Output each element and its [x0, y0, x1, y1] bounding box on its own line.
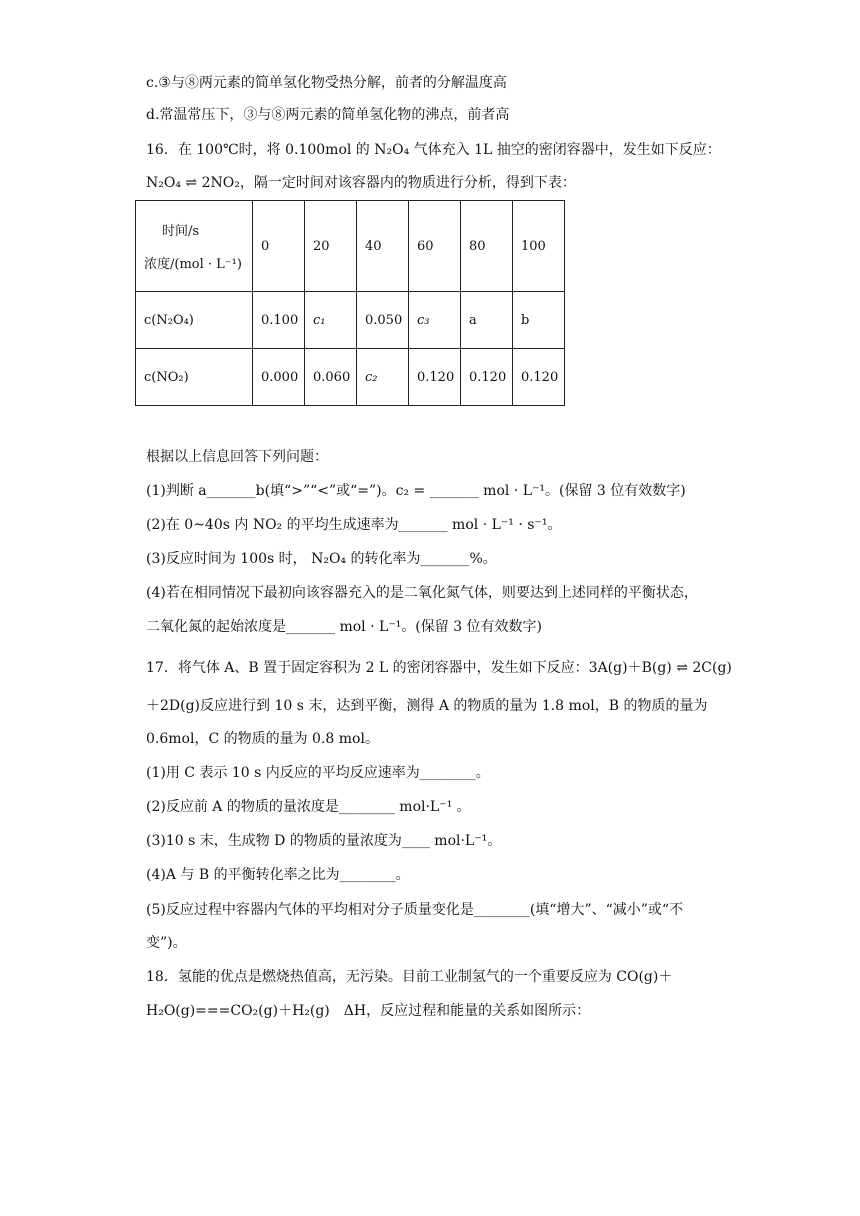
table-cell: 0.120 — [409, 349, 461, 406]
row-label-n2o4: c(N₂O₄) — [136, 292, 253, 349]
row-label-no2: c(NO₂) — [136, 349, 253, 406]
q18-stem: 18．氢能的优点是燃烧热值高，无污染。目前工业制氢气的一个重要反应为 CO(g)＋ — [146, 969, 673, 985]
q16-stem: 16．在 100℃时，将 0.100mol 的 N₂O₄ 气体充入 1L 抽空的密闭容器中，发生如下反应： — [146, 142, 721, 158]
q17-stem-end: 0.6mol，C 的物质的量为 0.8 mol。 — [146, 731, 379, 747]
table-cell: 0.120 — [513, 349, 565, 406]
q16-prompt: 根据以上信息回答下列问题： — [146, 449, 328, 465]
q17-stem-cont: ＋2D(g)反应进行到 10 s 末，达到平衡，测得 A 的物质的量为 1.8 mol，B 的物质的量为 — [146, 698, 708, 714]
table-cell: a — [461, 292, 513, 349]
q16-part3: (3)反应时间为 100s 时， N₂O₄ 的转化率为_______%。 — [146, 551, 497, 567]
table-row — [136, 349, 565, 406]
q17-part1: (1)用 C 表示 10 s 内反应的平均反应速率为________。 — [146, 765, 490, 781]
table-cell: b — [513, 292, 565, 349]
time-cell: 20 — [305, 201, 357, 292]
table-row — [136, 292, 565, 349]
table-cell: c₂ — [357, 349, 409, 406]
concentration-table — [135, 200, 565, 406]
time-cell: 60 — [409, 201, 461, 292]
table-header-row — [136, 201, 565, 292]
time-cell: 40 — [357, 201, 409, 292]
option-c: c.③与⑧两元素的简单氢化物受热分解，前者的分解温度高 — [146, 75, 507, 91]
table-cell: 0.000 — [253, 349, 305, 406]
q18-equation: H₂O(g)===CO₂(g)＋H₂(g) ΔH，反应过程和能量的关系如图所示： — [146, 1003, 591, 1019]
q17-part4: (4)A 与 B 的平衡转化率之比为________。 — [146, 867, 410, 883]
time-header: 时间/s — [162, 224, 200, 239]
q17-part3: (3)10 s 末，生成物 D 的物质的量浓度为____ mol·L⁻¹。 — [146, 833, 502, 849]
q16-equation: N₂O₄ ⇌ 2NO₂，隔一定时间对该容器内的物质进行分析，得到下表： — [146, 175, 576, 191]
q17-part5-cont: 变”)。 — [146, 935, 187, 951]
table-cell: 0.100 — [253, 292, 305, 349]
table-cell: 0.060 — [305, 349, 357, 406]
q16-part4-cont: 二氧化氮的起始浓度是_______ mol · L⁻¹。(保留 3 位有效数字) — [146, 619, 543, 635]
q16-part1: (1)判断 a_______b(填“>”“<”或“=”)。c₂ = _______ mol · L⁻¹。(保留 3 位有效数字) — [146, 483, 686, 499]
time-cell: 0 — [253, 201, 305, 292]
concentration-header: 浓度/(mol · L⁻¹) — [144, 257, 242, 272]
q16-part4: (4)若在相同情况下最初向该容器充入的是二氧化氮气体，则要达到上述同样的平衡状态， — [146, 585, 698, 601]
option-d: d.常温常压下，③与⑧两元素的简单氢化物的沸点，前者高 — [146, 107, 510, 123]
time-cell: 100 — [513, 201, 565, 292]
q16-part2: (2)在 0~40s 内 NO₂ 的平均生成速率为_______ mol · L⁻¹ · s⁻¹。 — [146, 517, 562, 533]
table-cell: c₁ — [305, 292, 357, 349]
table-cell: 0.050 — [357, 292, 409, 349]
q17-part2: (2)反应前 A 的物质的量浓度是________ mol·L⁻¹ 。 — [146, 799, 471, 815]
q17-stem: 17．将气体 A、B 置于固定容积为 2 L 的密闭容器中，发生如下反应：3A(g)＋B(g) ⇌ 2C(g) — [146, 660, 732, 676]
table-corner-header — [136, 201, 253, 292]
table-cell: 0.120 — [461, 349, 513, 406]
time-cell: 80 — [461, 201, 513, 292]
table-cell: c₃ — [409, 292, 461, 349]
q17-part5: (5)反应过程中容器内气体的平均相对分子质量变化是________(填“增大”、“减小”或“不 — [146, 902, 684, 918]
